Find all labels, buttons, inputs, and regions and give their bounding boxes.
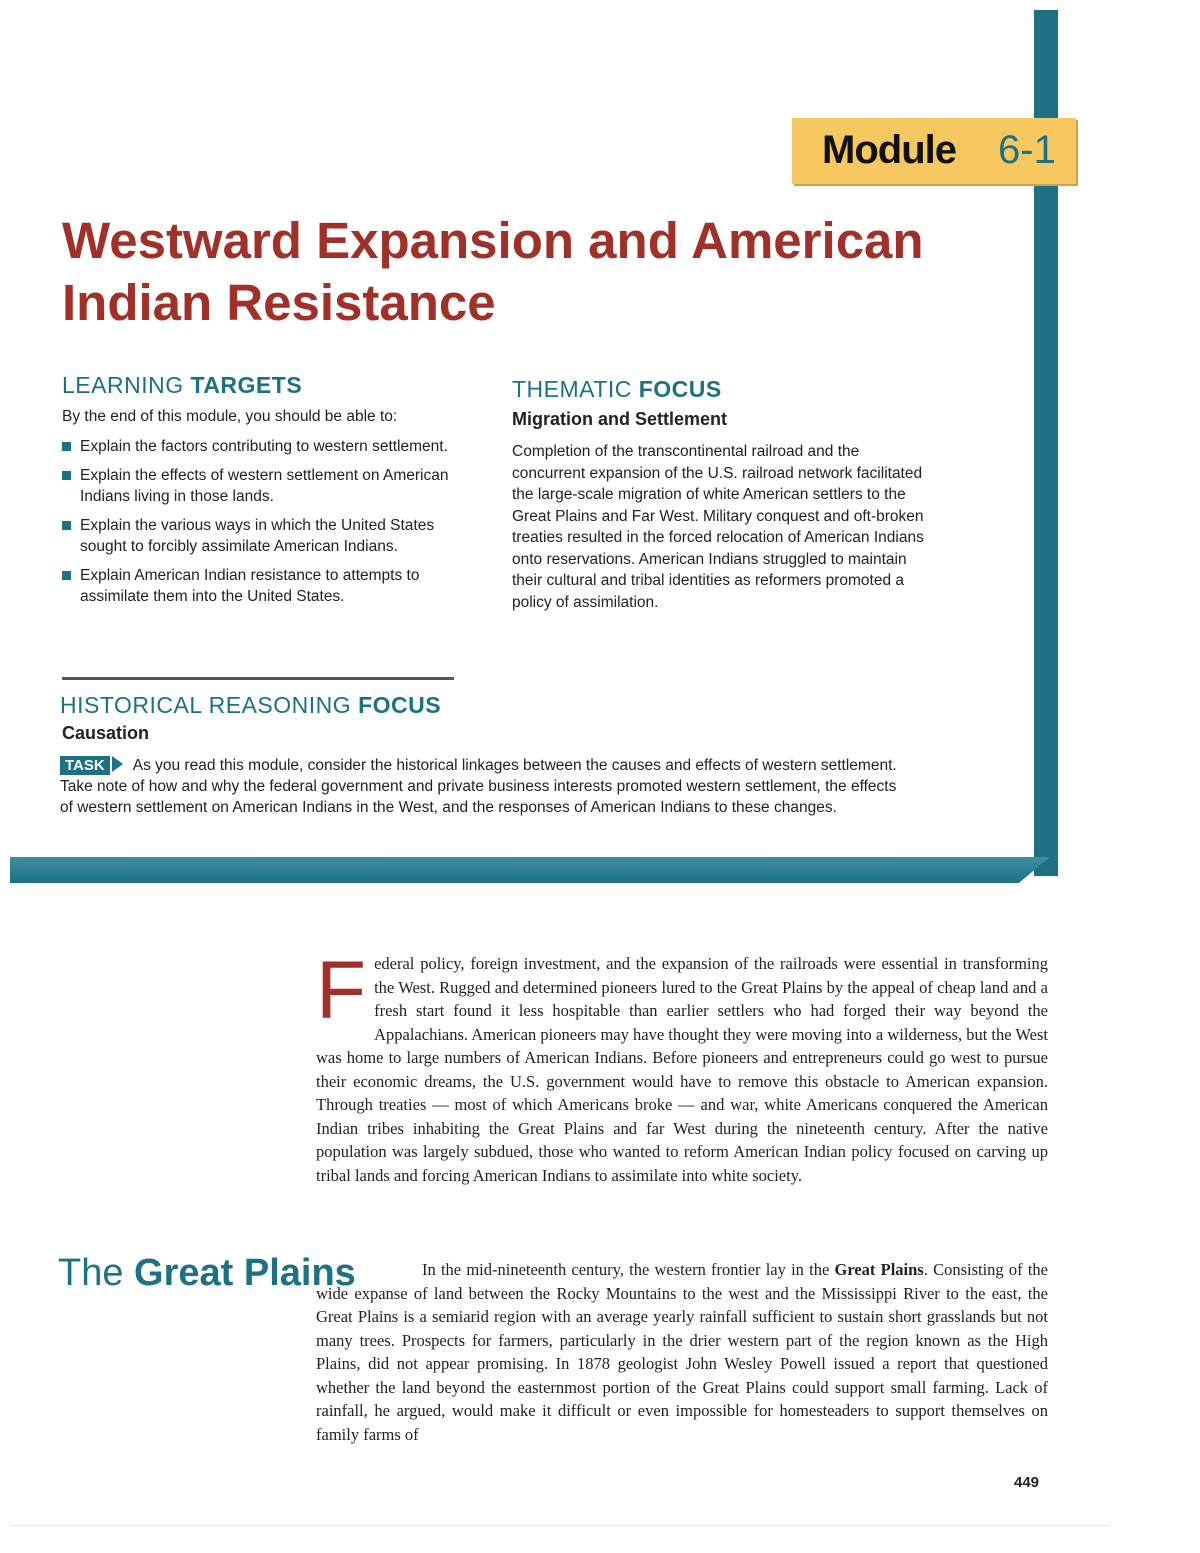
key-term: Great Plains	[834, 1260, 924, 1279]
great-plains-heading-light: The	[58, 1252, 124, 1294]
great-plains-text-after: . Consisting of the wide expanse of land between the Rocky Mountains to the west and the Mississippi River to the east, the Great Plains is a semiarid region with an average yearly rainfall sufficient to sustain short grasslands but not many trees. Prospects for farmers, particularly in the drier western part of the region known as the High Plains, did not appear promising. In 1878 geologist John Wesley Powell issued a report that questioned whether the land beyond the easternmost portion of the Great Plains could support small farming. Lack of rainfall, he argued, would make it difficult or even impossible for homesteaders to support themselves on family farms of	[316, 1260, 1048, 1444]
learning-targets-heading-light: LEARNING	[62, 372, 184, 398]
square-bullet-icon	[62, 571, 71, 580]
thematic-focus-heading-bold: FOCUS	[638, 376, 722, 402]
task-text: As you read this module, consider the historical linkages between the causes and effects of western settlement. Take note of how and why the federal government and private business interests promoted western settlement, the effects of western settlement on American Indians in the West, and the responses of American Indians to these changes.	[60, 757, 897, 816]
square-bullet-icon	[62, 442, 71, 451]
list-item	[62, 515, 482, 557]
thematic-focus-heading	[512, 376, 722, 403]
historical-reasoning-heading-bold: FOCUS	[358, 692, 442, 718]
module-tab	[792, 118, 1076, 184]
drop-cap: F	[316, 945, 367, 1036]
footer-line	[10, 1525, 1110, 1526]
play-arrow-icon	[112, 756, 123, 772]
learning-targets-heading	[62, 372, 302, 399]
square-bullet-icon	[62, 471, 71, 480]
square-bullet-icon	[62, 521, 71, 530]
thematic-focus-subheading: Migration and Settlement	[512, 409, 728, 429]
intro-paragraph	[316, 945, 1048, 1187]
historical-reasoning-subheading: Causation	[62, 723, 150, 743]
list-item-text: Explain the effects of western settlement on American Indians living in those lands.	[80, 467, 449, 505]
great-plains-paragraph	[316, 1258, 1048, 1446]
historical-reasoning-heading	[60, 692, 441, 719]
bottom-accent-bar	[10, 857, 1050, 883]
task-badge: TASK	[60, 756, 110, 775]
task-paragraph	[60, 755, 900, 818]
list-item-text: Explain American Indian resistance to attempts to assimilate them into the United States.	[80, 567, 420, 605]
list-item-text: Explain the factors contributing to western settlement.	[80, 438, 448, 455]
page-title: Westward Expansion and American Indian Resistance	[62, 212, 924, 331]
learning-targets-intro: By the end of this module, you should be able to:	[62, 408, 398, 425]
learning-targets-list	[62, 436, 482, 615]
page-number: 449	[1014, 1474, 1040, 1491]
thematic-focus-heading-light: THEMATIC	[512, 376, 632, 402]
thematic-focus-body: Completion of the transcontinental railroad and the concurrent expansion of the U.S. railroad network facilitated the large-scale migration of white American settlers to the Great Plains and Far West. Military conquest and oft-broken treaties resulted in the forced relocation of American Indians onto reservations. American Indians struggled to maintain their cultural and tribal identities as reformers promoted a policy of assimilation.	[512, 443, 924, 611]
list-item-text: Explain the various ways in which the United States sought to forcibly assimilate American Indians.	[80, 517, 435, 555]
list-item	[62, 436, 482, 457]
module-number: 6-1	[998, 128, 1056, 172]
learning-targets-heading-bold: TARGETS	[190, 372, 303, 398]
great-plains-heading-bold: Great Plains	[134, 1252, 356, 1294]
list-item	[62, 465, 482, 507]
historical-reasoning-heading-light: HISTORICAL REASONING	[60, 692, 352, 718]
great-plains-text-before: In the mid-nineteenth century, the western frontier lay in the	[422, 1260, 835, 1279]
module-word: Module	[822, 128, 956, 172]
section-divider	[62, 677, 454, 680]
great-plains-heading	[58, 1252, 356, 1295]
intro-text: ederal policy, foreign investment, and the expansion of the railroads were essential in transforming the West. Rugged and determined pioneers lured to the Great Plains by the appeal of cheap land and a fresh start found it less hospitable than earlier settlers who had forged their way beyond the Appalachians. American pioneers may have thought they were moving into a wilderness, but the West was home to large numbers of American Indians. Before pioneers and entrepreneurs could go west to pursue their economic dreams, the U.S. government would have to remove this obstacle to American expansion. Through treaties — most of which Americans broke — and war, white Americans conquered the American Indian tribes inhabiting the Great Plains and far West during the nineteenth century. After the native population was largely subdued, those who wanted to reform American Indian policy focused on carving up tribal lands and forcing American Indians to assimilate into white society.	[316, 954, 1048, 1185]
list-item	[62, 565, 482, 607]
